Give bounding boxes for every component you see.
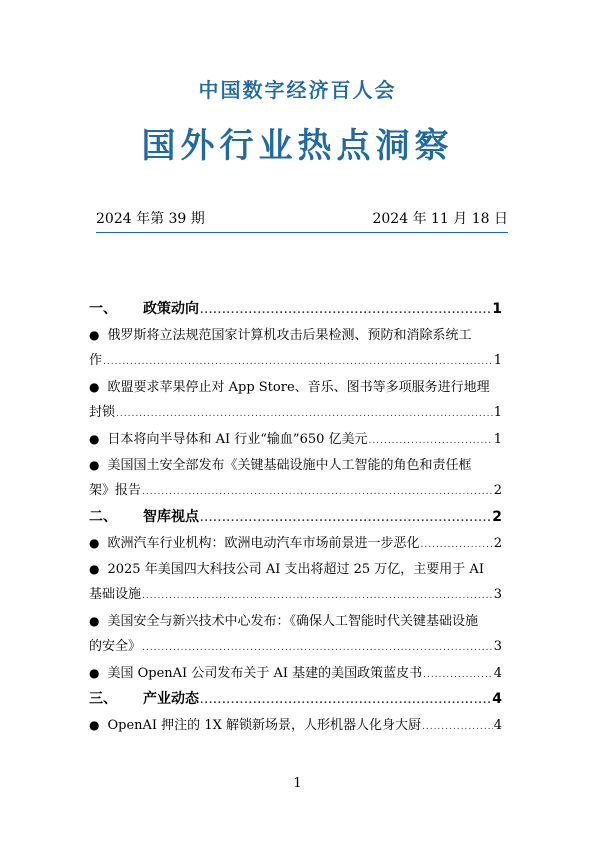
section-number: 二、 [89, 509, 117, 525]
bullet-icon: ● [89, 562, 100, 576]
toc-entry-ai-spending-line2[interactable] [89, 582, 502, 608]
table-of-contents [89, 296, 502, 738]
entry-text: 日本将向半导体和 AI 行业“输血”650 亿美元 [107, 432, 368, 447]
entry-text: 的安全》 [89, 639, 142, 654]
issue-info-row [96, 208, 508, 233]
page-ref: 2 [493, 483, 502, 498]
dot-leader [116, 401, 493, 427]
page-ref: 2 [493, 536, 502, 551]
dot-leader [421, 532, 493, 558]
page-number: 1 [293, 776, 302, 791]
page-ref: 1 [493, 353, 502, 368]
entry-text: 俄罗斯将立法规范国家计算机攻击后果检测、预防和消除系统工 [107, 328, 472, 343]
entry-text: 基础设施 [89, 587, 142, 602]
entry-text: 欧盟要求苹果停止对 App Store、音乐、图书等多项服务进行地理 [107, 380, 490, 395]
toc-entry-cset-line1[interactable] [89, 608, 502, 634]
entry-text: 作 [89, 353, 103, 368]
toc-entry-cset-line2[interactable] [89, 634, 502, 660]
section-label: 智库视点 [143, 509, 199, 525]
dot-leader [422, 714, 493, 740]
entry-text: 架》报告 [89, 483, 142, 498]
toc-section-industry[interactable] [89, 686, 502, 712]
toc-entry-openai-blueprint[interactable] [89, 660, 502, 686]
entry-text: 美国国土安全部发布《关键基础设施中人工智能的角色和责任框 [107, 458, 472, 473]
section-label: 政策动向 [143, 301, 199, 317]
bullet-icon: ● [89, 328, 100, 342]
toc-section-policy[interactable] [89, 296, 502, 322]
dot-leader [423, 662, 493, 688]
bullet-icon: ● [89, 666, 100, 680]
page-ref: 1 [493, 432, 502, 447]
toc-entry-dhs-line2[interactable] [89, 478, 502, 504]
bullet-icon: ● [89, 458, 100, 472]
entry-text: 美国 OpenAI 公司发布关于 AI 基建的美国政策蓝皮书 [107, 666, 423, 681]
dot-leader [200, 688, 491, 714]
page-ref: 3 [493, 639, 502, 654]
issue-number: 2024 年第 39 期 [96, 211, 205, 227]
toc-entry-russia-line1[interactable] [89, 322, 502, 348]
page-ref: 4 [493, 718, 502, 733]
page-ref: 4 [492, 691, 502, 707]
page-ref: 1 [493, 405, 502, 420]
page-ref: 4 [493, 666, 502, 681]
toc-section-think-tank[interactable] [89, 504, 502, 530]
dot-leader [369, 428, 493, 454]
entry-text: 2025 年美国四大科技公司 AI 支出将超过 25 万亿，主要用于 AI [107, 562, 484, 577]
page-ref: 1 [492, 301, 502, 317]
organization-name: 中国数字经济百人会 [198, 78, 397, 102]
issue-date: 2024 年 11 月 18 日 [372, 211, 508, 227]
toc-entry-eu-apple-line1[interactable] [89, 374, 502, 400]
page-ref: 3 [493, 587, 502, 602]
dot-leader [142, 479, 493, 505]
dot-leader [103, 349, 493, 375]
entry-text: 欧洲汽车行业机构：欧洲电动汽车市场前景进一步恶化 [107, 536, 420, 551]
dot-leader [142, 635, 493, 661]
entry-text: 封锁 [89, 405, 116, 420]
toc-entry-1x-robot[interactable] [89, 712, 502, 738]
toc-entry-dhs-line1[interactable] [89, 452, 502, 478]
section-number: 三、 [89, 691, 117, 707]
entry-text: 美国安全与新兴技术中心发布：《确保人工智能时代关键基础设施 [107, 614, 478, 629]
toc-entry-eu-apple-line2[interactable] [89, 400, 502, 426]
toc-entry-ai-spending-line1[interactable] [89, 556, 502, 582]
dot-leader [200, 506, 491, 532]
toc-entry-eu-auto[interactable] [89, 530, 502, 556]
bullet-icon: ● [89, 380, 100, 394]
page-ref: 2 [492, 509, 502, 525]
dot-leader [142, 583, 493, 609]
bullet-icon: ● [89, 718, 100, 732]
section-label: 产业动态 [143, 691, 199, 707]
report-title: 国外行业热点洞察 [141, 126, 454, 166]
entry-text: OpenAI 押注的 1X 解锁新场景，人形机器人化身大厨 [107, 718, 421, 733]
dot-leader [200, 298, 491, 324]
toc-entry-russia-line2[interactable] [89, 348, 502, 374]
section-number: 一、 [89, 301, 117, 317]
bullet-icon: ● [89, 536, 100, 550]
toc-entry-japan[interactable] [89, 426, 502, 452]
bullet-icon: ● [89, 614, 100, 628]
bullet-icon: ● [89, 432, 100, 446]
